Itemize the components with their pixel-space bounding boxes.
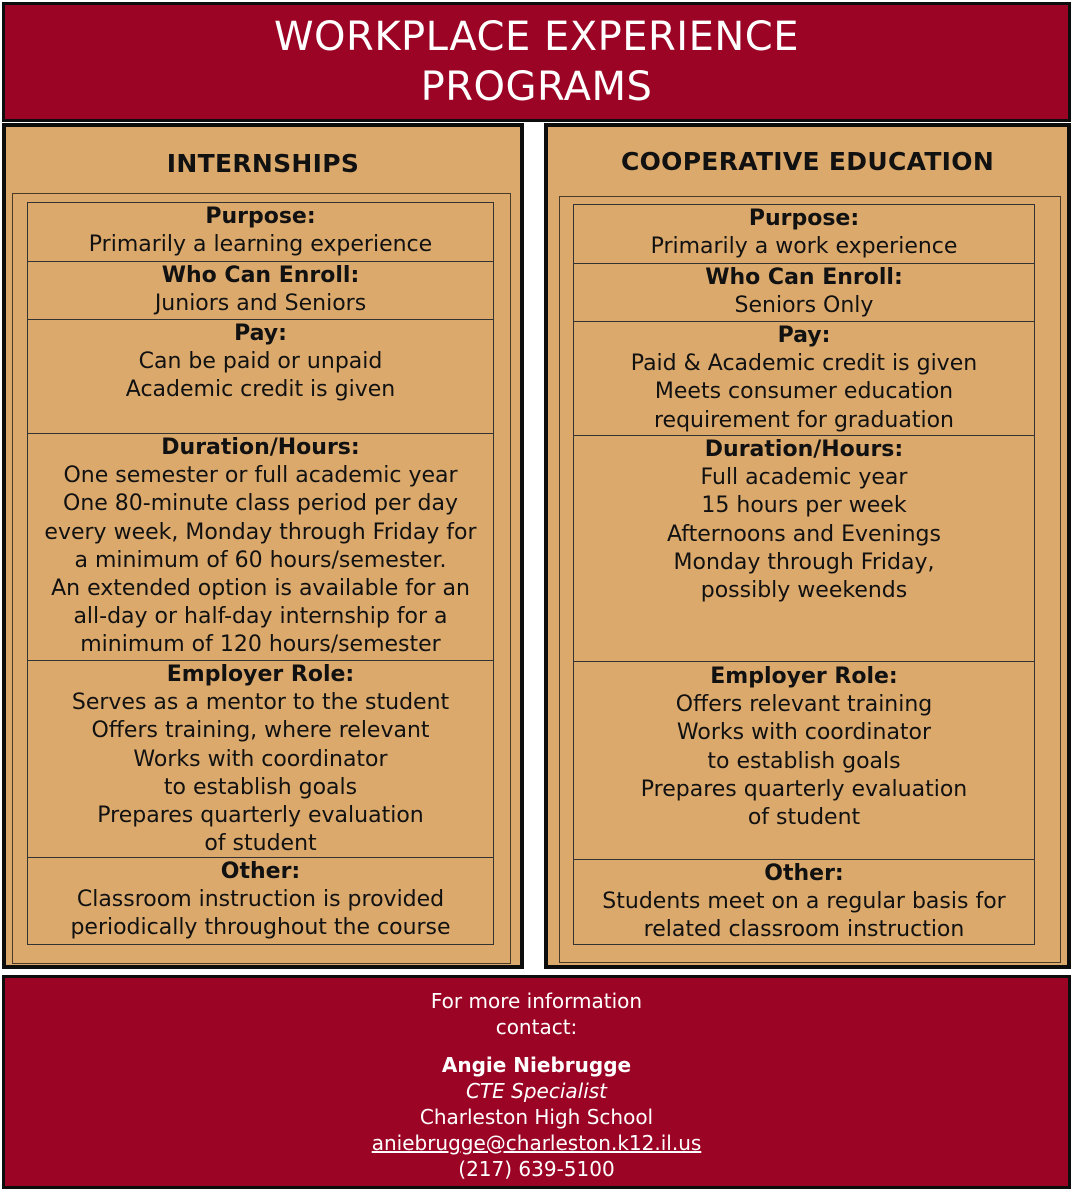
- coop-duration-cell: [574, 436, 1034, 662]
- duration-text: One 80-minute class period per day: [63, 491, 458, 517]
- internships-employer-cell: [28, 661, 493, 858]
- employer-text: Offers training, where relevant: [91, 718, 430, 744]
- employer-text: Offers relevant training: [675, 692, 933, 718]
- employer-text: Works with coordinator: [133, 746, 388, 772]
- contact-phone: (217) 639-5100: [458, 1157, 615, 1181]
- purpose-label: Purpose:: [748, 206, 860, 231]
- employer-text: Prepares quarterly evaluation: [97, 803, 424, 829]
- coop-pay-cell: [574, 322, 1034, 436]
- coop-enroll-cell: [574, 264, 1034, 322]
- pay-text: Can be paid or unpaid: [138, 349, 383, 375]
- internships-enroll-cell: [28, 262, 493, 320]
- employer-label: Employer Role:: [710, 664, 898, 689]
- pay-label: Pay:: [234, 321, 287, 346]
- internships-other-cell: [28, 858, 493, 944]
- enroll-text: Seniors Only: [734, 293, 874, 319]
- duration-text: possibly weekends: [700, 578, 908, 604]
- purpose-text: Primarily a learning experience: [88, 232, 433, 258]
- internships-duration-cell: [28, 434, 493, 661]
- internships-table: [27, 202, 494, 945]
- duration-text: a minimum of 60 hours/semester.: [74, 547, 447, 573]
- employer-text: Serves as a mentor to the student: [71, 690, 450, 716]
- purpose-label: Purpose:: [205, 204, 316, 229]
- duration-text: Monday through Friday,: [673, 549, 935, 575]
- other-text: related classroom instruction: [643, 917, 965, 943]
- duration-text: minimum of 120 hours/semester: [80, 632, 441, 658]
- employer-text: of student: [204, 831, 317, 857]
- page-header: [2, 2, 1071, 122]
- pay-label: Pay:: [777, 323, 831, 348]
- employer-text: to establish goals: [707, 748, 901, 774]
- other-text: Classroom instruction is provided: [76, 887, 445, 913]
- duration-text: An extended option is available for an: [51, 576, 470, 602]
- other-text: Students meet on a regular basis for: [602, 889, 1006, 915]
- coop-purpose-cell: [574, 205, 1034, 264]
- employer-text: Works with coordinator: [676, 720, 932, 746]
- other-text: periodically throughout the course: [70, 915, 451, 941]
- duration-text: Full academic year: [700, 465, 908, 491]
- enroll-label: Who Can Enroll:: [705, 265, 903, 290]
- duration-label: Duration/Hours:: [704, 437, 904, 462]
- duration-label: Duration/Hours:: [161, 435, 360, 460]
- coop-education-heading: COOPERATIVE EDUCATION: [620, 147, 995, 176]
- other-label: Other:: [220, 859, 301, 884]
- enroll-text: Juniors and Seniors: [154, 291, 367, 317]
- pay-text: Meets consumer education: [654, 379, 954, 405]
- employer-text: of student: [747, 805, 861, 831]
- duration-text: One semester or full academic year: [63, 463, 458, 489]
- coop-employer-cell: [574, 662, 1034, 860]
- page-title: WORKPLACE EXPERIENCE PROGRAMS: [273, 14, 800, 110]
- internships-pay-cell: [28, 320, 493, 434]
- pay-text: Academic credit is given: [125, 377, 396, 403]
- duration-text: every week, Monday through Friday for: [44, 519, 477, 545]
- coop-education-table: [573, 204, 1035, 945]
- other-label: Other:: [764, 861, 844, 886]
- duration-text: Afternoons and Evenings: [667, 521, 941, 547]
- enroll-label: Who Can Enroll:: [161, 263, 360, 288]
- internships-heading: INTERNSHIPS: [166, 149, 360, 178]
- pay-text: requirement for graduation: [653, 407, 954, 433]
- employer-label: Employer Role:: [166, 662, 355, 687]
- contact-name: Angie Niebrugge: [441, 1053, 632, 1077]
- coop-education-panel: [544, 123, 1071, 969]
- contact-intro-line: contact:: [495, 1015, 578, 1039]
- contact-role: CTE Specialist: [465, 1079, 608, 1103]
- purpose-text: Primarily a work experience: [650, 234, 958, 260]
- contact-intro: [5, 988, 1068, 1040]
- pay-text: Paid & Academic credit is given: [630, 351, 978, 377]
- internships-panel: [2, 123, 524, 969]
- duration-text: 15 hours per week: [701, 493, 907, 519]
- contact-school: Charleston High School: [419, 1105, 654, 1129]
- email-link[interactable]: aniebrugge@charleston.k12.il.us: [371, 1131, 702, 1155]
- internships-purpose-cell: [28, 203, 493, 262]
- employer-text: Prepares quarterly evaluation: [640, 776, 968, 802]
- contact-intro-line: For more information: [430, 989, 643, 1013]
- contact-footer: [2, 975, 1071, 1189]
- contact-email: [5, 1130, 1068, 1156]
- coop-other-cell: [574, 860, 1034, 944]
- duration-text: all-day or half-day internship for a: [73, 604, 448, 630]
- employer-text: to establish goals: [163, 774, 358, 800]
